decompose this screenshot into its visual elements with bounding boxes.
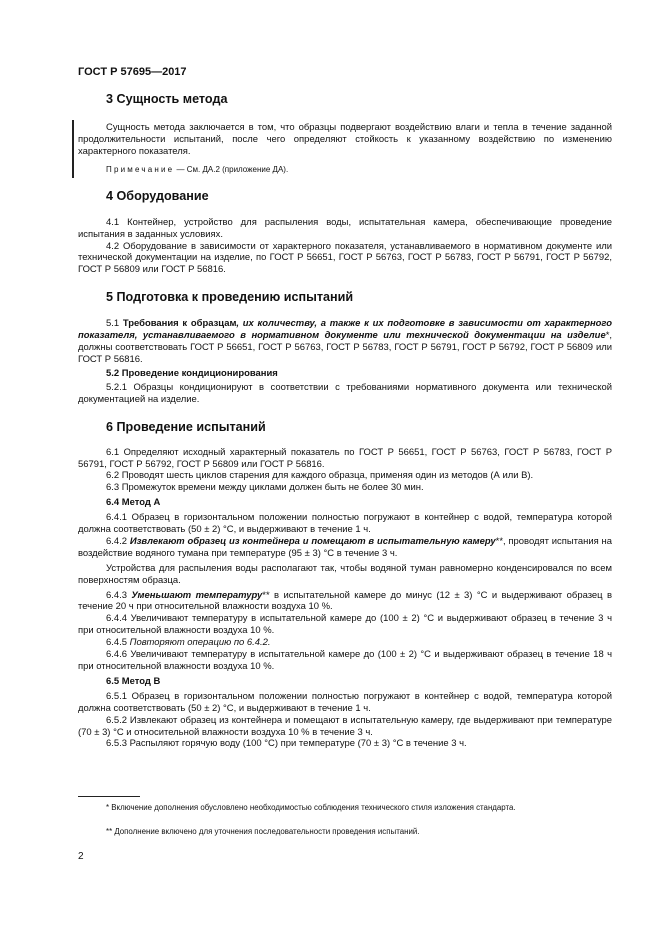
note-text: — См. ДА.2 (приложение ДА). xyxy=(174,164,289,174)
p6-4-2-number: 6.4.2 xyxy=(106,535,130,547)
paragraph-6-4-1: 6.4.1 Образец в горизонтальном положении полностью погружают в контейнер с водой, температура которой должна соответствовать (50 ± 2) °С, и выдерживают в течение 1 ч. xyxy=(78,512,612,536)
paragraph-6-5-2: 6.5.2 Извлекают образец из контейнера и помещают в испытательную камеру, где выдерживают при температуре (70 ± 3) °С и относительной влажности воздуха 10 % в течение 3 ч. xyxy=(78,714,612,738)
paragraph-5-1 xyxy=(78,318,612,366)
paragraph-6-1: 6.1 Определяют исходный характерный показатель по ГОСТ Р 56651, ГОСТ Р 56763, ГОСТ Р 56783, ГОСТ Р 56791, ГОСТ Р 56792, ГОСТ Р 56809 или ГОСТ Р 56816. xyxy=(78,446,612,470)
paragraph-4-2: 4.2 Оборудование в зависимости от характерного показателя, устанавливаемого в нормативном документе или технической документации на изделие, по ГОСТ Р 56651, ГОСТ Р 56763, ГОСТ Р 56783, ГОСТ Р 56791, ГОСТ Р 56792, ГОСТ Р 56809 или ГОСТ Р 56816. xyxy=(78,240,612,276)
note-label: Примечание xyxy=(106,164,175,174)
p5-1-bold: Требования к образцам xyxy=(122,318,237,330)
paragraph-6-4-4: 6.4.4 Увеличивают температуру в испытательной камере до (100 ± 2) °С и выдерживают образец в течение 3 ч при относительной влажности воздуха 10 %. xyxy=(78,613,612,637)
section-3-paragraph: Сущность метода заключается в том, что образцы подвергают воздействию влаги и тепла в течение заданной продолжительности испытаний, после чего определяют стойкость к указанному воздействию по изменению характерного показателя. xyxy=(78,122,612,157)
paragraph-5-2-1: 5.2.1 Образцы кондиционируют в соответствии с требованиями нормативного документа или технической документацией на изделие. xyxy=(78,381,612,405)
paragraph-6-4-5 xyxy=(78,637,612,649)
section-3-title: 3 Сущность метода xyxy=(106,92,228,106)
footnote-separator xyxy=(78,796,140,797)
document-code-header: ГОСТ Р 57695—2017 xyxy=(78,66,187,78)
p6-4-3-number: 6.4.3 xyxy=(106,589,132,601)
p6-4-2-bold-italic: Извлекают образец из контейнера и помещают в испытательную камеру xyxy=(129,535,496,547)
section-6-title: 6 Проведение испытаний xyxy=(106,419,266,434)
paragraph-6-4-2-spray: Устройства для распыления воды располагают так, чтобы водяной туман равномерно конденсировался по всем поверхностям образца. xyxy=(78,562,612,586)
p5-1-rest: *, должны соответствовать ГОСТ Р 56651, ГОСТ Р 56763, ГОСТ Р 56783, ГОСТ Р 56791, ГОСТ Р 56792, ГОСТ Р 56809 или ГОСТ Р 56816. xyxy=(78,330,612,365)
p6-4-5-number: 6.4.5 xyxy=(106,637,130,649)
section-5-title: 5 Подготовка к проведению испытаний xyxy=(106,290,354,305)
paragraph-6-4-2 xyxy=(78,536,612,560)
paragraph-6-3: 6.3 Промежуток времени между циклами должен быть не более 30 мин. xyxy=(106,482,424,494)
subsection-6-4-title: 6.4 Метод А xyxy=(106,497,161,509)
p6-4-5-italic: Повторяют операцию по 6.4.2. xyxy=(129,637,271,649)
paragraph-6-4-3 xyxy=(78,590,612,614)
paragraph-6-5-1: 6.5.1 Образец в горизонтальном положении полностью погружают в контейнер с водой, температура которой должна соответствовать (50 ± 2) °С, и выдерживают в течение 1 ч. xyxy=(78,690,612,714)
subsection-5-2-title: 5.2 Проведение кондиционирования xyxy=(106,367,278,379)
paragraph-6-4-6: 6.4.6 Увеличивают температуру в испытательной камере до (100 ± 2) °С и выдерживают образец в течение 18 ч при относительной влажности воздуха 10 %. xyxy=(78,649,612,672)
change-margin-bar xyxy=(72,120,74,178)
p6-4-3-bold-italic: Уменьшают температуру xyxy=(131,589,263,601)
paragraph-6-2: 6.2 Проводят шесть циклов старения для каждого образца, применяя один из методов (А или В). xyxy=(106,470,534,482)
p5-1-number: 5.1 xyxy=(106,318,123,330)
section-4-title: 4 Оборудование xyxy=(106,188,209,203)
page-number: 2 xyxy=(78,851,84,862)
section-3-note xyxy=(78,164,612,175)
paragraph-6-5-3: 6.5.3 Распыляют горячую воду (100 °С) при температуре (70 ± 3) °С в течение 3 ч. xyxy=(106,738,467,750)
p5-1-bold-italic: , их количеству, а также к их подготовке в зависимости от характерного показателя, устанавливаемого в нормативном документе или технической документации на изделие xyxy=(78,318,612,342)
p6-4-2-rest: **, проводят испытания на воздействие водяного тумана при температуре (95 ± 3) °С в течение 3 ч. xyxy=(78,535,612,559)
footnote-1: * Включение дополнения обусловлено необходимостью соблюдения технического стиля изложения стандарта. xyxy=(106,803,516,812)
document-body xyxy=(78,92,612,750)
paragraph-4-1: 4.1 Контейнер, устройство для распыления воды, испытательная камера, обеспечивающие проведение испытания в заданных условиях. xyxy=(78,216,612,240)
footnote-2: ** Дополнение включено для уточнения последовательности проведения испытаний. xyxy=(106,827,420,836)
subsection-6-5-title: 6.5 Метод В xyxy=(106,675,161,687)
p6-4-3-rest: ** в испытательной камере до минус (12 ± 3) °С и выдерживают образец в течение 20 ч при относительной влажности воздуха 10 %. xyxy=(78,589,613,613)
